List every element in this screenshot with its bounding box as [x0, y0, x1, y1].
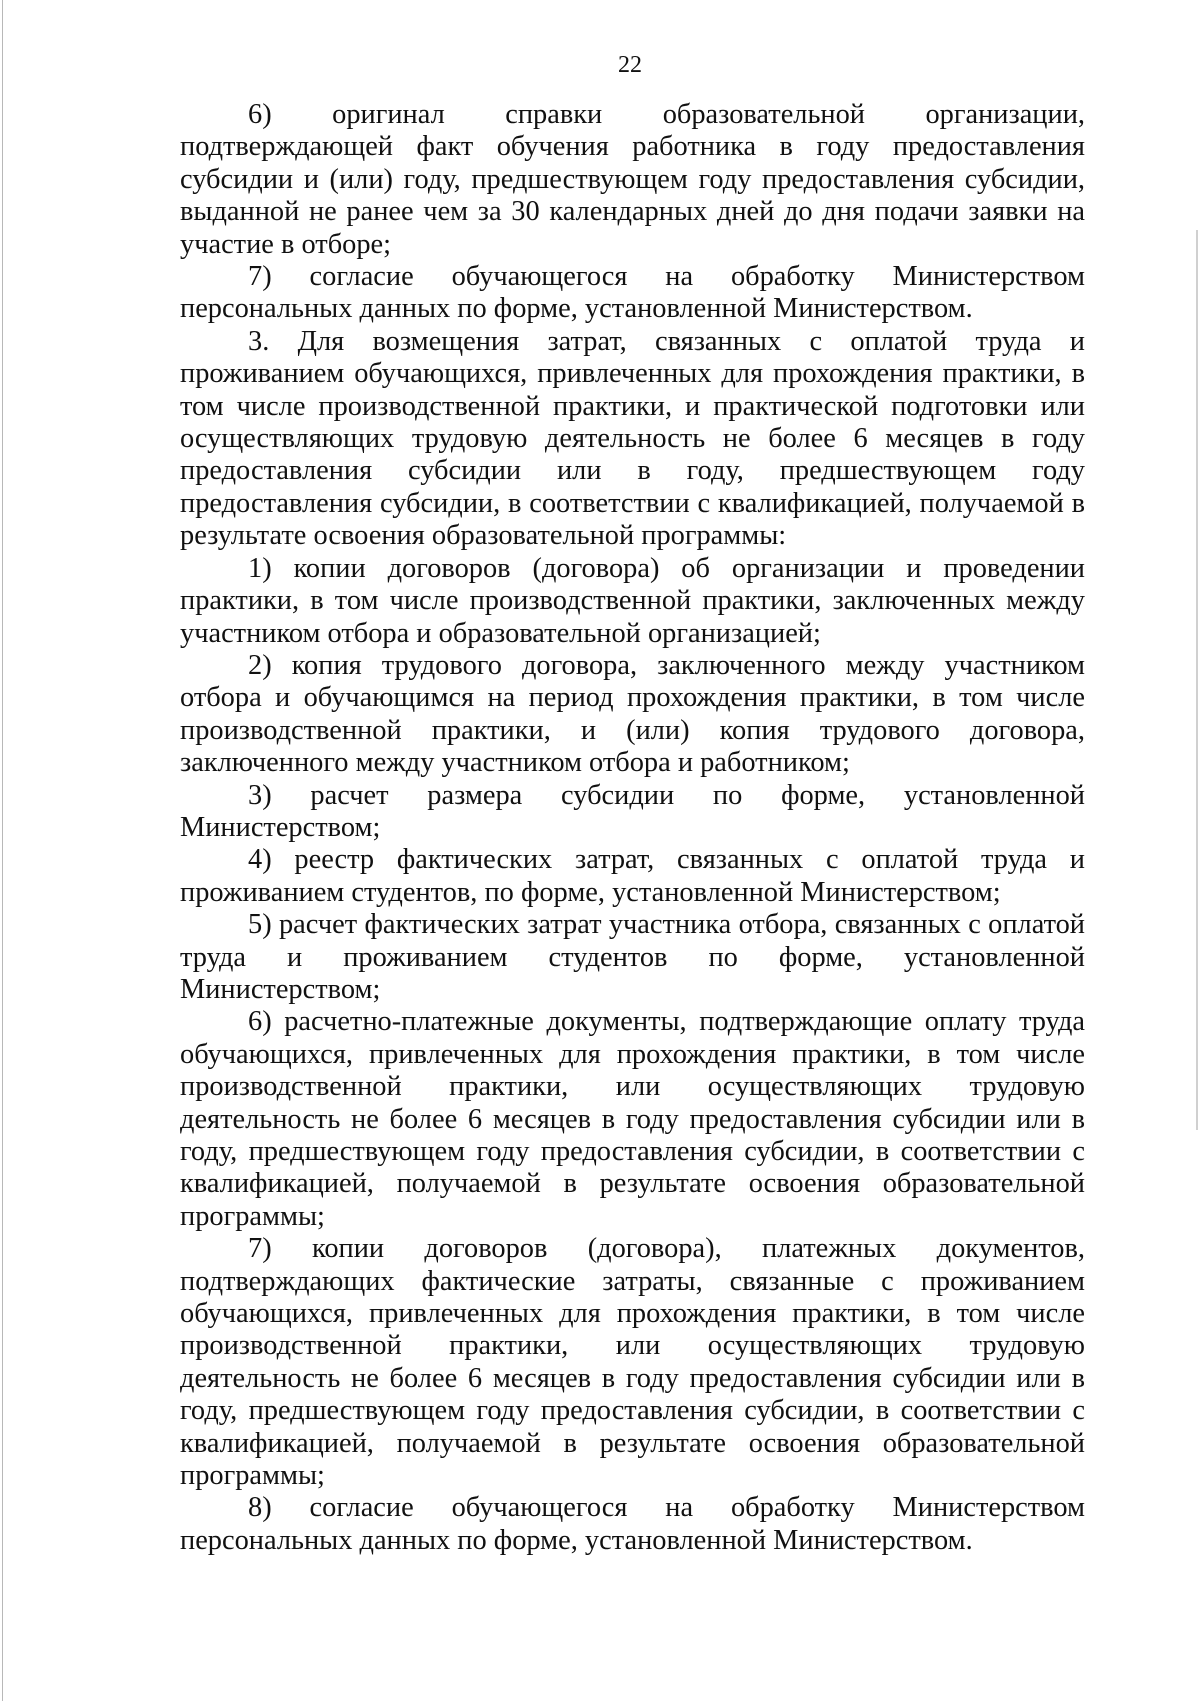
paragraph-item-1-practice-contracts: 1) копии договоров (договора) об организации и проведении практики, в том числе производственной практики, заключенных между участником отбора и образовательной организацией;	[180, 552, 1085, 649]
paragraph-item-4-cost-registry: 4) реестр фактических затрат, связанных с оплатой труда и проживанием студентов, по форме, установленной Министерством;	[180, 844, 1085, 908]
paragraph-item-6-payment-documents: 6) расчетно-платежные документы, подтверждающие оплату труда обучающихся, привлеченных для прохождения практики, в том числе производственной практики, или осуществляющих трудовую деятельность не более 6 месяцев в году предоставления субсидии или в году, предшествующем году предоставления субсидии, в соответствии с квалификацией, получаемой в результате освоения образовательной программы;	[180, 1006, 1085, 1232]
paragraph-section-3-intro: 3. Для возмещения затрат, связанных с оплатой труда и проживанием обучающихся, привлеченных для прохождения практики, в том числе производственной практики, и практической подготовки или осуществляющих трудовую деятельность не более 6 месяцев в году предоставления субсидии или в году, предшествующем году предоставления субсидии, в соответствии с квалификацией, получаемой в результате освоения образовательной программы:	[180, 325, 1085, 552]
scan-edge-right	[1196, 230, 1198, 1130]
scan-edge-left	[2, 0, 3, 1701]
paragraph-item-5-actual-costs: 5) расчет фактических затрат участника отбора, связанных с оплатой труда и проживанием студентов по форме, установленной Министерством;	[180, 909, 1085, 1005]
page-number: 22	[618, 52, 642, 78]
paragraph-item-6-certificate: 6) оригинал справки образовательной организации, подтверждающей факт обучения работника в году предоставления субсидии и (или) году, предшествующем году предоставления субсидии, выданной не ранее чем за 30 календарных дней до дня подачи заявки на участие в отборе;	[180, 99, 1085, 260]
paragraph-item-2-labor-contract: 2) копия трудового договора, заключенного между участником отбора и обучающимся на период прохождения практики, в том числе производственной практики, и (или) копия трудового договора, заключенного между участником отбора и работником;	[180, 649, 1085, 779]
paragraph-item-8-consent: 8) согласие обучающегося на обработку Министерством персональных данных по форме, установленной Министерством.	[180, 1492, 1085, 1556]
paragraph-item-3-subsidy-calculation: 3) расчет размера субсидии по форме, установленной Министерством;	[180, 779, 1085, 843]
paragraph-item-7-housing-contracts: 7) копии договоров (договора), платежных документов, подтверждающих фактические затраты, связанные с проживанием обучающихся, привлеченных для прохождения практики, в том числе производственной практики, или осуществляющих трудовую деятельность не более 6 месяцев в году предоставления субсидии или в году, предшествующем году предоставления субсидии, в соответствии с квалификацией, получаемой в результате освоения образовательной программы;	[180, 1233, 1085, 1492]
document-body	[180, 99, 1085, 1557]
paragraph-item-7-consent: 7) согласие обучающегося на обработку Министерством персональных данных по форме, установленной Министерством.	[180, 261, 1085, 325]
